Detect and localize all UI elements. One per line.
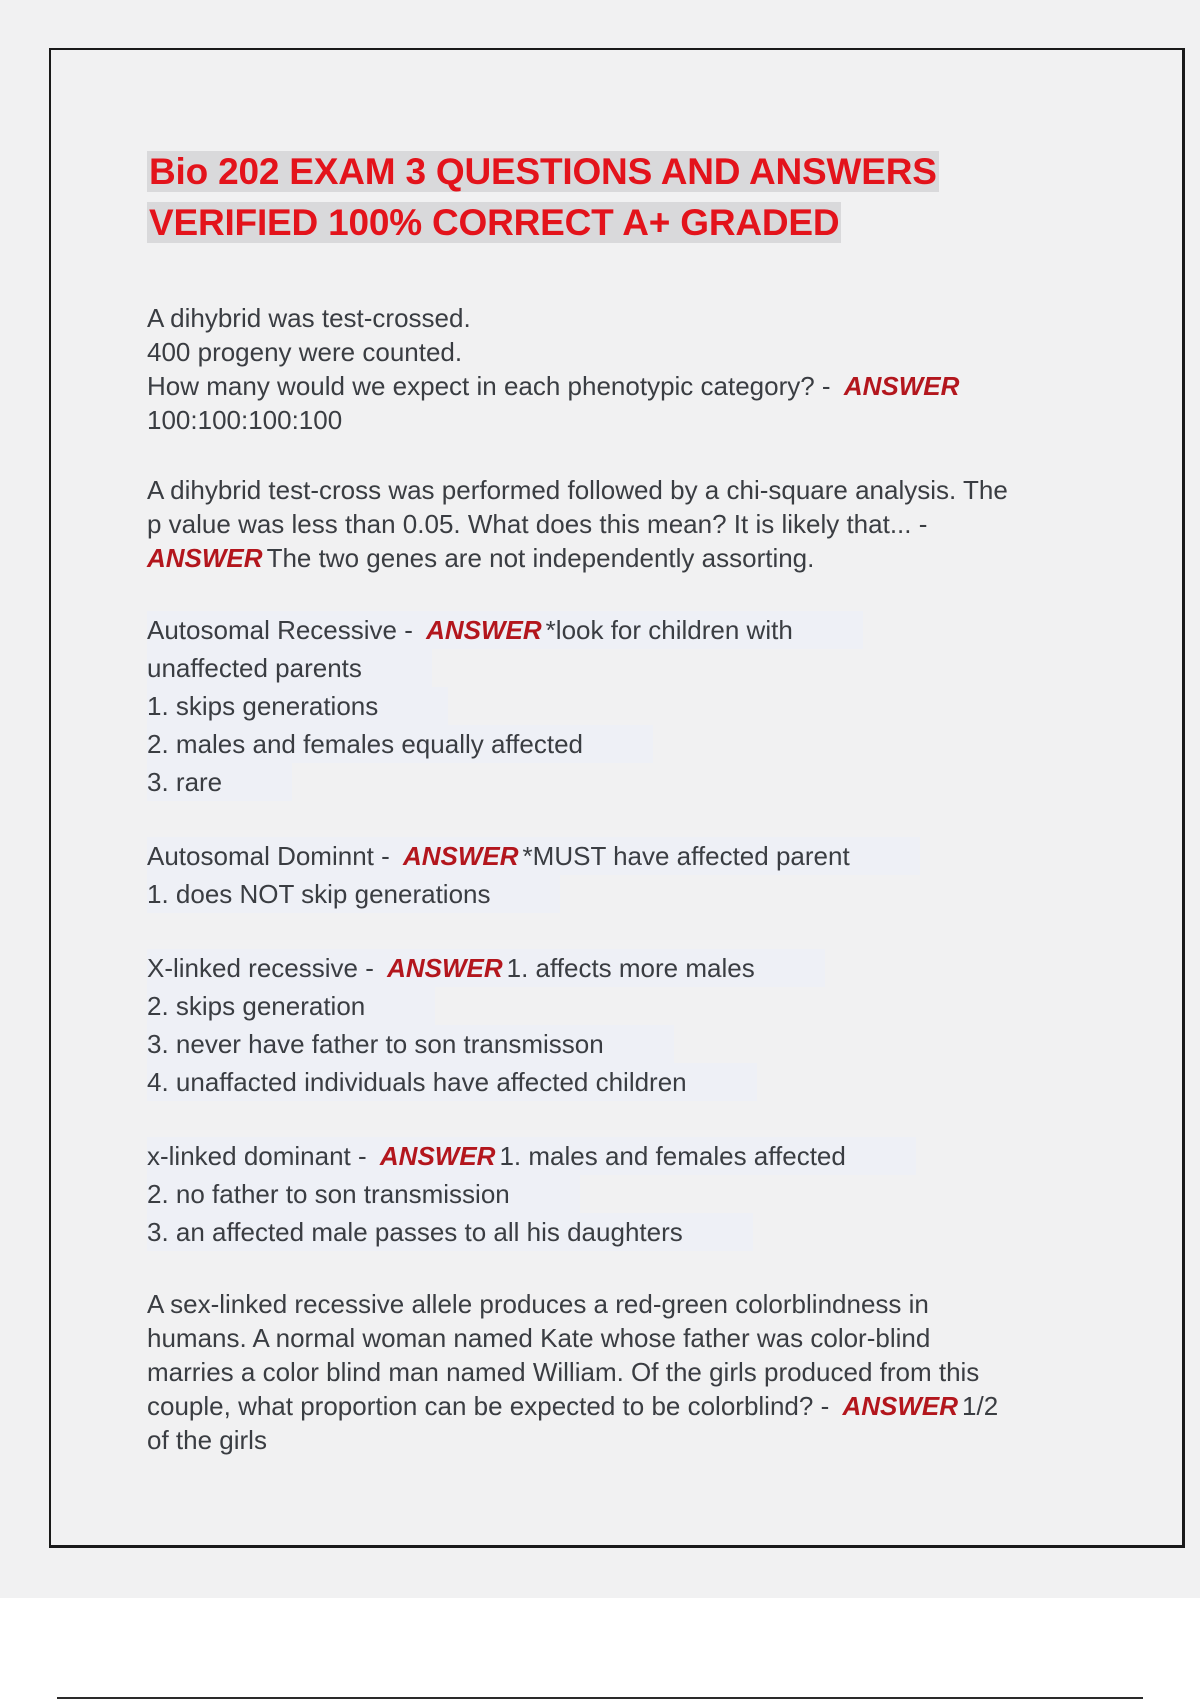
question-line: A dihybrid test-cross was performed followed by a chi-square analysis. The [147,475,1008,505]
qa-item [147,611,1137,801]
footer-divider [57,1697,1143,1699]
qa-item [147,473,1137,575]
question-line: Autosomal Dominnt - ANSWER *MUST have affected parent [147,837,1137,875]
question-line: A sex-linked recessive allele produces a red-green colorblindness in [147,1289,929,1319]
title-line-2: VERIFIED 100% CORRECT A+ GRADED [149,202,840,243]
qa-item [147,301,1137,437]
answer-label: ANSWER [379,1141,496,1171]
qa-item [147,949,1137,1101]
answer-label: ANSWER [387,953,503,983]
qa-item [147,837,1137,913]
answer-line: 2. skips generation [147,987,1137,1025]
answer-line: 4. unaffacted individuals have affected children [147,1063,1137,1101]
question-line: marries a color blind man named William. Of the girls produced from this [147,1357,980,1387]
answer-line: 1. does NOT skip generations [147,875,1137,913]
qa-item [147,1137,1137,1251]
answer-line: unaffected parents [147,649,1137,687]
title-line-1: Bio 202 EXAM 3 QUESTIONS AND ANSWERS [149,151,937,192]
question-line: humans. A normal woman named Kate whose father was color-blind [147,1323,931,1353]
question-line: Autosomal Recessive - ANSWER *look for children with [147,611,1137,649]
document-title [147,146,1137,248]
answer-line: 3. rare [147,763,1137,801]
answer-label: ANSWER [842,1391,959,1421]
answer-label: ANSWER [402,841,519,871]
question-line: X-linked recessive - ANSWER 1. affects more males [147,949,1137,987]
answer-line: 2. males and females equally affected [147,725,1137,763]
question-line: p value was less than 0.05. What does this mean? It is likely that... - [147,509,928,539]
answer-line: 3. an affected male passes to all his daughters [147,1213,1137,1251]
question-line: 400 progeny were counted. [147,337,463,367]
question-line: How many would we expect in each phenotypic category? - ANSWER [147,371,960,401]
answer-label: ANSWER [147,543,263,573]
question-line: x-linked dominant - ANSWER 1. males and females affected [147,1137,1137,1175]
document-page [49,48,1185,1548]
answer-line: 100:100:100:100 [147,405,343,435]
answer-line: of the girls [147,1425,267,1455]
answer-line: 2. no father to son transmission [147,1175,1137,1213]
qa-item [147,1287,1137,1457]
answer-label: ANSWER [843,371,960,401]
document-content [147,146,1137,1457]
answer-line: ANSWER The two genes are not independently assorting. [147,543,815,573]
answer-line: 3. never have father to son transmisson [147,1025,1137,1063]
question-line: couple, what proportion can be expected to be colorblind? - ANSWER 1/2 [147,1391,999,1421]
answer-label: ANSWER [426,615,542,645]
question-line: A dihybrid was test-crossed. [147,303,471,333]
answer-line: 1. skips generations [147,687,1137,725]
